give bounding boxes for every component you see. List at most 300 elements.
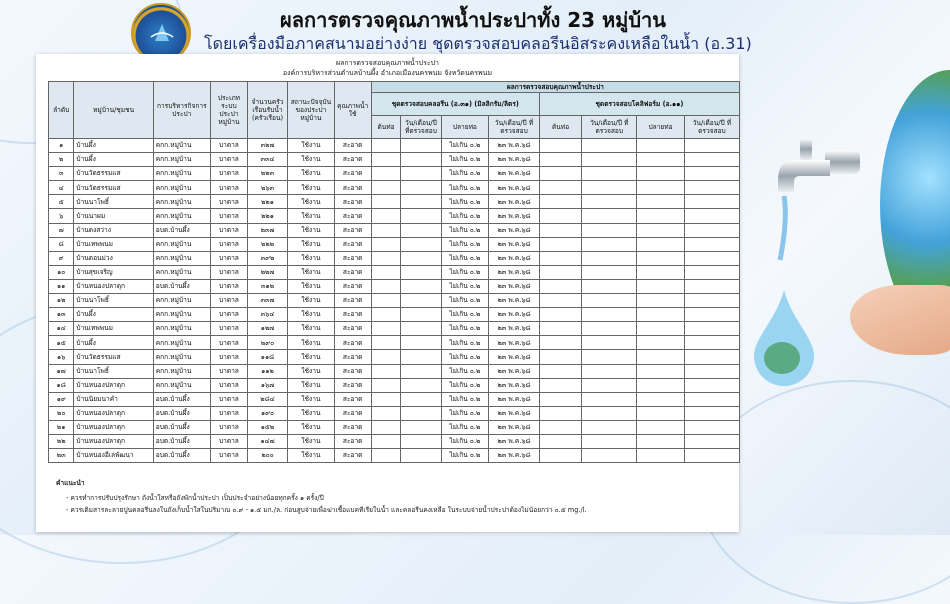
cell-coliform-source: [539, 449, 581, 463]
cell-chlorine-end: ไม่เกิน ๐.๒: [441, 265, 489, 279]
cell-coliform-end-date: [684, 209, 739, 223]
cell-chlorine-end: ไม่เกิน ๐.๒: [441, 308, 489, 322]
cell-coliform-end: [637, 308, 685, 322]
table-row: [49, 195, 740, 209]
cell-coliform-end: [637, 322, 685, 336]
cell-village: บ้านดงสว่าง: [74, 223, 153, 237]
cell-coliform-source: [539, 434, 581, 448]
cell-status: ใช้งาน: [288, 336, 335, 350]
cell-coliform-source: [539, 294, 581, 308]
cell-chlorine-source-date: [401, 350, 441, 364]
cell-chlorine-source: [371, 350, 401, 364]
cell-status: ใช้งาน: [288, 195, 335, 209]
cell-coliform-end: [637, 237, 685, 251]
col-header-quality: คุณภาพน้ำใช้: [334, 82, 371, 139]
cell-system: บาดาล: [210, 265, 247, 279]
cell-households: ๓๓๔: [247, 153, 287, 167]
note-item: - ควรเติมสารละลายปูนคลอรีนลงในถังเก็บน้ำใสในปริมาณ ๐.๙ - ๑.๕ มก./ล. ก่อนสูบจ่ายเพื่อฆ่าเชื้อแบคทีเรียในน้ำ และคลอรีนคงเหลือ ในระบบจ่ายน้ำประปาต้องไม่น้อยกว่า ๐.๕ mg./l.: [66, 506, 587, 515]
cell-chlorine-source: [371, 406, 401, 420]
cell-coliform-end: [637, 265, 685, 279]
note-item: - ควรทำการปรับปรุงรักษา ถังน้ำใสหรือถังพักน้ำประปา เป็นประจำอย่างน้อยทุกครั้ง ๑ ครั้ง/ปี: [66, 493, 324, 502]
cell-status: ใช้งาน: [288, 449, 335, 463]
cell-coliform-end: [637, 350, 685, 364]
cell-chlorine-source: [371, 265, 401, 279]
cell-village: บ้านนาผม: [74, 209, 153, 223]
cell-chlorine-source: [371, 378, 401, 392]
cell-coliform-source-date: [582, 237, 637, 251]
cell-quality: สะอาด: [334, 322, 371, 336]
cell-status: ใช้งาน: [288, 181, 335, 195]
cell-chlorine-end: ไม่เกิน ๐.๒: [441, 223, 489, 237]
notes-heading: คำแนะนำ: [56, 479, 85, 487]
cell-chlorine-end: ไม่เกิน ๐.๒: [441, 279, 489, 293]
cell-chlorine-end: ไม่เกิน ๐.๒: [441, 153, 489, 167]
cell-system: บาดาล: [210, 322, 247, 336]
cell-chlorine-end: ไม่เกิน ๐.๒: [441, 195, 489, 209]
cell-manager: คกก.หมู่บ้าน: [153, 336, 210, 350]
cell-coliform-source: [539, 406, 581, 420]
cell-coliform-source-date: [582, 265, 637, 279]
cell-village: บ้านผึ้ง: [74, 139, 153, 153]
water-quality-report: [36, 54, 739, 532]
cell-coliform-end-date: [684, 294, 739, 308]
cell-coliform-source-date: [582, 209, 637, 223]
cell-chlorine-source-date: [401, 209, 441, 223]
cell-system: บาดาล: [210, 209, 247, 223]
cell-quality: สะอาด: [334, 181, 371, 195]
table-row: [49, 378, 740, 392]
cell-coliform-end-date: [684, 167, 739, 181]
cell-coliform-source: [539, 139, 581, 153]
cell-manager: คกก.หมู่บ้าน: [153, 251, 210, 265]
cell-village: บ้านดอนม่วง: [74, 251, 153, 265]
cell-quality: สะอาด: [334, 420, 371, 434]
cell-chlorine-end-date: ๒๓ พ.ค.๖๘: [489, 251, 540, 265]
cell-system: บาดาล: [210, 406, 247, 420]
cell-chlorine-end-date: ๒๓ พ.ค.๖๘: [489, 392, 540, 406]
cell-system: บาดาล: [210, 181, 247, 195]
cell-coliform-end: [637, 364, 685, 378]
cell-chlorine-source: [371, 195, 401, 209]
cell-status: ใช้งาน: [288, 223, 335, 237]
cell-chlorine-end: ไม่เกิน ๐.๒: [441, 350, 489, 364]
cell-chlorine-end: ไม่เกิน ๐.๒: [441, 181, 489, 195]
cell-coliform-end: [637, 378, 685, 392]
cell-no: ๑๑: [49, 279, 74, 293]
cell-coliform-source-date: [582, 434, 637, 448]
cell-system: บาดาล: [210, 139, 247, 153]
cell-quality: สะอาด: [334, 153, 371, 167]
cell-households: ๑๔๗: [247, 434, 287, 448]
cell-manager: คกก.หมู่บ้าน: [153, 364, 210, 378]
col-header-system: ประเภทระบบประปาหมู่บ้าน: [210, 82, 247, 139]
cell-coliform-end-date: [684, 237, 739, 251]
table-row: [49, 308, 740, 322]
cell-status: ใช้งาน: [288, 392, 335, 406]
table-row: [49, 209, 740, 223]
cell-system: บาดาล: [210, 294, 247, 308]
table-row: [49, 420, 740, 434]
cell-chlorine-source: [371, 364, 401, 378]
cell-coliform-end-date: [684, 308, 739, 322]
cell-system: บาดาล: [210, 195, 247, 209]
cell-manager: อบต.บ้านผึ้ง: [153, 434, 210, 448]
cell-village: บ้านนาโพธิ์: [74, 195, 153, 209]
cell-status: ใช้งาน: [288, 251, 335, 265]
cell-chlorine-source-date: [401, 167, 441, 181]
cell-coliform-source: [539, 279, 581, 293]
col-header-chlorine: ชุดตรวจสอบคลอรีน (อ.๓๑) (มิลลิกรัม/ลิตร): [371, 93, 539, 116]
cell-coliform-source-date: [582, 139, 637, 153]
cell-quality: สะอาด: [334, 195, 371, 209]
cell-households: ๑๑๘: [247, 350, 287, 364]
cell-coliform-end-date: [684, 181, 739, 195]
cell-chlorine-source-date: [401, 223, 441, 237]
cell-coliform-source-date: [582, 449, 637, 463]
cell-no: ๖: [49, 209, 74, 223]
cell-chlorine-source-date: [401, 406, 441, 420]
cell-chlorine-source-date: [401, 139, 441, 153]
col-header-households: จำนวนครัวเรือนรับน้ำ (ครัวเรือน): [247, 82, 287, 139]
cell-village: บ้านผึ้ง: [74, 153, 153, 167]
cell-no: ๒๑: [49, 420, 74, 434]
cell-status: ใช้งาน: [288, 308, 335, 322]
cell-chlorine-end-date: ๒๓ พ.ค.๖๘: [489, 279, 540, 293]
cell-status: ใช้งาน: [288, 406, 335, 420]
cell-coliform-end-date: [684, 223, 739, 237]
cell-manager: อบต.บ้านผึ้ง: [153, 223, 210, 237]
cell-households: ๒๖๓: [247, 181, 287, 195]
col-header-chlorine-source: ต้นท่อ: [371, 116, 401, 139]
cell-coliform-end: [637, 434, 685, 448]
cell-coliform-source: [539, 209, 581, 223]
cell-chlorine-end-date: ๒๓ พ.ค.๖๘: [489, 434, 540, 448]
notes-section: [56, 479, 587, 515]
cell-manager: อบต.บ้านผึ้ง: [153, 406, 210, 420]
cell-no: ๒: [49, 153, 74, 167]
cell-coliform-source-date: [582, 364, 637, 378]
cell-chlorine-end: ไม่เกิน ๐.๒: [441, 167, 489, 181]
cell-status: ใช้งาน: [288, 167, 335, 181]
cell-status: ใช้งาน: [288, 378, 335, 392]
cell-coliform-source-date: [582, 308, 637, 322]
cell-village: บ้านผึ้ง: [74, 336, 153, 350]
report-organization: องค์การบริหารส่วนตำบลบ้านผึ้ง อำเภอเมืองนครพนม จังหวัดนครพนม: [282, 69, 493, 77]
cell-chlorine-end: ไม่เกิน ๐.๒: [441, 294, 489, 308]
cell-chlorine-source: [371, 223, 401, 237]
cell-system: บาดาล: [210, 251, 247, 265]
cell-manager: คกก.หมู่บ้าน: [153, 139, 210, 153]
cell-households: ๓๑๒: [247, 279, 287, 293]
cell-chlorine-end: ไม่เกิน ๐.๒: [441, 364, 489, 378]
page-subtitle: โดยเครื่องมือภาคสนามอย่างง่าย ชุดตรวจสอบคลอรีนอิสระคงเหลือในน้ำ (อ.31): [204, 34, 752, 53]
cell-households: ๒๙๐: [247, 336, 287, 350]
cell-coliform-end: [637, 406, 685, 420]
cell-households: ๒๒๑: [247, 195, 287, 209]
cell-coliform-source-date: [582, 294, 637, 308]
cell-chlorine-source-date: [401, 195, 441, 209]
cell-manager: คกก.หมู่บ้าน: [153, 237, 210, 251]
cell-chlorine-end: ไม่เกิน ๐.๒: [441, 449, 489, 463]
cell-manager: คกก.หมู่บ้าน: [153, 378, 210, 392]
cell-coliform-source: [539, 392, 581, 406]
cell-chlorine-source-date: [401, 265, 441, 279]
cell-chlorine-source: [371, 181, 401, 195]
cell-chlorine-end-date: ๒๓ พ.ค.๖๘: [489, 449, 540, 463]
cell-chlorine-source-date: [401, 420, 441, 434]
table-row: [49, 406, 740, 420]
cell-coliform-source-date: [582, 406, 637, 420]
cell-coliform-end: [637, 251, 685, 265]
cell-chlorine-end: ไม่เกิน ๐.๒: [441, 392, 489, 406]
cell-quality: สะอาด: [334, 406, 371, 420]
col-header-no: ลำดับ: [49, 82, 74, 139]
report-heading: ผลการตรวจสอบคุณภาพน้ำประปา: [336, 59, 439, 67]
cell-chlorine-source-date: [401, 308, 441, 322]
cell-chlorine-source: [371, 279, 401, 293]
cell-village: บ้านวัดธรรมแส: [74, 167, 153, 181]
cell-chlorine-source-date: [401, 434, 441, 448]
cell-chlorine-source-date: [401, 392, 441, 406]
cell-chlorine-source: [371, 139, 401, 153]
cell-coliform-source: [539, 420, 581, 434]
cell-coliform-source-date: [582, 181, 637, 195]
cell-chlorine-end-date: ๒๓ พ.ค.๖๘: [489, 336, 540, 350]
cell-coliform-source-date: [582, 350, 637, 364]
cell-system: บาดาล: [210, 434, 247, 448]
cell-quality: สะอาด: [334, 209, 371, 223]
cell-quality: สะอาด: [334, 139, 371, 153]
cell-village: บ้านนาโพธิ์: [74, 364, 153, 378]
cell-system: บาดาล: [210, 223, 247, 237]
table-row: [49, 139, 740, 153]
cell-quality: สะอาด: [334, 223, 371, 237]
cell-manager: อบต.บ้านผึ้ง: [153, 279, 210, 293]
cell-quality: สะอาด: [334, 308, 371, 322]
cell-chlorine-source-date: [401, 378, 441, 392]
cell-system: บาดาล: [210, 392, 247, 406]
cell-chlorine-source-date: [401, 153, 441, 167]
cell-households: ๑๑๒: [247, 364, 287, 378]
cell-households: ๑๖๗: [247, 378, 287, 392]
cell-coliform-end-date: [684, 420, 739, 434]
cell-quality: สะอาด: [334, 350, 371, 364]
cell-coliform-end: [637, 294, 685, 308]
cell-households: ๓๒๗: [247, 139, 287, 153]
cell-no: ๑: [49, 139, 74, 153]
cell-village: บ้านผึ้ง: [74, 308, 153, 322]
cell-coliform-source-date: [582, 322, 637, 336]
cell-coliform-end: [637, 223, 685, 237]
cell-coliform-end-date: [684, 434, 739, 448]
cell-no: ๒๓: [49, 449, 74, 463]
cell-village: บ้านหนองปลาดุก: [74, 406, 153, 420]
cell-quality: สะอาด: [334, 392, 371, 406]
cell-coliform-source: [539, 223, 581, 237]
cell-households: ๓๙๒: [247, 251, 287, 265]
cell-coliform-source-date: [582, 392, 637, 406]
table-row: [49, 449, 740, 463]
cell-chlorine-end: ไม่เกิน ๐.๒: [441, 434, 489, 448]
cell-quality: สะอาด: [334, 167, 371, 181]
col-header-coliform-end: ปลายท่อ: [637, 116, 685, 139]
cell-manager: คกก.หมู่บ้าน: [153, 350, 210, 364]
cell-coliform-source: [539, 251, 581, 265]
cell-chlorine-source-date: [401, 322, 441, 336]
cell-coliform-source-date: [582, 167, 637, 181]
table-row: [49, 251, 740, 265]
table-row: [49, 364, 740, 378]
cell-village: บ้านเทพพนม: [74, 237, 153, 251]
cell-chlorine-source: [371, 322, 401, 336]
cell-coliform-source-date: [582, 420, 637, 434]
cell-no: ๑๔: [49, 322, 74, 336]
cell-no: ๓: [49, 167, 74, 181]
cell-coliform-end: [637, 392, 685, 406]
cell-village: บ้านหนองปลาดุก: [74, 279, 153, 293]
table-row: [49, 181, 740, 195]
cell-chlorine-source-date: [401, 237, 441, 251]
cell-status: ใช้งาน: [288, 294, 335, 308]
cell-chlorine-source-date: [401, 449, 441, 463]
cell-village: บ้านนิยมนาคำ: [74, 392, 153, 406]
cell-no: ๘: [49, 237, 74, 251]
cell-coliform-end-date: [684, 265, 739, 279]
water-quality-table: [48, 81, 740, 463]
cell-coliform-end-date: [684, 279, 739, 293]
cell-manager: คกก.หมู่บ้าน: [153, 322, 210, 336]
cell-coliform-end-date: [684, 449, 739, 463]
cell-status: ใช้งาน: [288, 364, 335, 378]
cell-chlorine-source: [371, 449, 401, 463]
cell-chlorine-end: ไม่เกิน ๐.๒: [441, 139, 489, 153]
emblem-graphic-icon: [149, 23, 175, 43]
cell-coliform-source-date: [582, 195, 637, 209]
cell-system: บาดาล: [210, 420, 247, 434]
cell-chlorine-end: ไม่เกิน ๐.๒: [441, 420, 489, 434]
cell-quality: สะอาด: [334, 279, 371, 293]
col-header-chlorine-end-date: วัน/เดือน/ปี ที่ตรวจสอบ: [489, 116, 540, 139]
cell-chlorine-end-date: ๒๓ พ.ค.๖๘: [489, 167, 540, 181]
cell-quality: สะอาด: [334, 294, 371, 308]
cell-system: บาดาล: [210, 308, 247, 322]
cell-quality: สะอาด: [334, 265, 371, 279]
cell-status: ใช้งาน: [288, 322, 335, 336]
cell-households: ๑๒๗: [247, 322, 287, 336]
cell-quality: สะอาด: [334, 336, 371, 350]
cell-status: ใช้งาน: [288, 153, 335, 167]
cell-quality: สะอาด: [334, 251, 371, 265]
cell-coliform-end: [637, 449, 685, 463]
cell-chlorine-source: [371, 237, 401, 251]
cell-coliform-source-date: [582, 251, 637, 265]
cell-village: บ้านหนองปลาดุก: [74, 434, 153, 448]
col-header-status: สถานะปัจจุบันของประปาหมู่บ้าน: [288, 82, 335, 139]
cell-coliform-end: [637, 195, 685, 209]
cell-system: บาดาล: [210, 167, 247, 181]
cell-village: บ้านนาโพธิ์: [74, 294, 153, 308]
cell-village: บ้านเทพพนม: [74, 322, 153, 336]
cell-system: บาดาล: [210, 153, 247, 167]
cell-coliform-end-date: [684, 350, 739, 364]
cell-chlorine-end-date: ๒๓ พ.ค.๖๘: [489, 209, 540, 223]
table-row: [49, 153, 740, 167]
page-title: ผลการตรวจคุณภาพน้ำประปาทั้ง 23 หมู่บ้าน: [280, 8, 666, 32]
cell-chlorine-end-date: ๒๓ พ.ค.๖๘: [489, 153, 540, 167]
cell-chlorine-source-date: [401, 279, 441, 293]
cell-chlorine-end: ไม่เกิน ๐.๒: [441, 378, 489, 392]
water-faucet-icon: [770, 130, 860, 270]
cell-no: ๑๒: [49, 294, 74, 308]
cell-village: บ้านวัดธรรมแส: [74, 350, 153, 364]
cell-manager: อบต.บ้านผึ้ง: [153, 420, 210, 434]
cell-coliform-source: [539, 322, 581, 336]
cell-no: ๑๓: [49, 308, 74, 322]
table-row: [49, 434, 740, 448]
cell-coliform-source: [539, 153, 581, 167]
cell-no: ๑๘: [49, 378, 74, 392]
cell-chlorine-end-date: ๒๓ พ.ค.๖๘: [489, 181, 540, 195]
col-header-chlorine-end: ปลายท่อ: [441, 116, 489, 139]
cell-village: บ้านสุขเจริญ: [74, 265, 153, 279]
cell-status: ใช้งาน: [288, 279, 335, 293]
cell-manager: คกก.หมู่บ้าน: [153, 181, 210, 195]
cell-quality: สะอาด: [334, 237, 371, 251]
cell-households: ๑๕๒: [247, 420, 287, 434]
cell-status: ใช้งาน: [288, 237, 335, 251]
cell-coliform-source: [539, 336, 581, 350]
cell-no: ๕: [49, 195, 74, 209]
cell-households: ๒๒๒: [247, 237, 287, 251]
col-header-coliform: ชุดตรวจสอบโคลิฟอร์ม (อ.๑๑): [539, 93, 739, 116]
cell-status: ใช้งาน: [288, 265, 335, 279]
cell-coliform-end-date: [684, 251, 739, 265]
cell-coliform-source: [539, 364, 581, 378]
cell-households: ๒๒๓: [247, 167, 287, 181]
cell-chlorine-source: [371, 167, 401, 181]
cell-system: บาดาล: [210, 378, 247, 392]
cell-no: ๑๐: [49, 265, 74, 279]
cell-chlorine-end: ไม่เกิน ๐.๒: [441, 209, 489, 223]
cell-chlorine-source: [371, 251, 401, 265]
cell-status: ใช้งาน: [288, 209, 335, 223]
cell-coliform-end-date: [684, 322, 739, 336]
cell-quality: สะอาด: [334, 364, 371, 378]
cell-chlorine-end: ไม่เกิน ๐.๒: [441, 336, 489, 350]
cell-coliform-source-date: [582, 378, 637, 392]
cell-status: ใช้งาน: [288, 350, 335, 364]
cell-chlorine-source: [371, 336, 401, 350]
cell-chlorine-end-date: ๒๓ พ.ค.๖๘: [489, 364, 540, 378]
cell-coliform-source: [539, 167, 581, 181]
cell-coliform-source: [539, 237, 581, 251]
cell-no: ๔: [49, 181, 74, 195]
cell-chlorine-source-date: [401, 251, 441, 265]
cell-chlorine-end-date: ๒๓ พ.ค.๖๘: [489, 195, 540, 209]
cell-chlorine-end-date: ๒๓ พ.ค.๖๘: [489, 322, 540, 336]
cell-coliform-end: [637, 420, 685, 434]
cell-chlorine-source: [371, 294, 401, 308]
cell-coliform-end: [637, 153, 685, 167]
cell-coliform-end: [637, 336, 685, 350]
cell-village: บ้านวัดธรรมแส: [74, 181, 153, 195]
cell-system: บาดาล: [210, 336, 247, 350]
cell-no: ๒๒: [49, 434, 74, 448]
cell-chlorine-source-date: [401, 336, 441, 350]
table-row: [49, 392, 740, 406]
cell-quality: สะอาด: [334, 434, 371, 448]
cell-no: ๑๙: [49, 392, 74, 406]
